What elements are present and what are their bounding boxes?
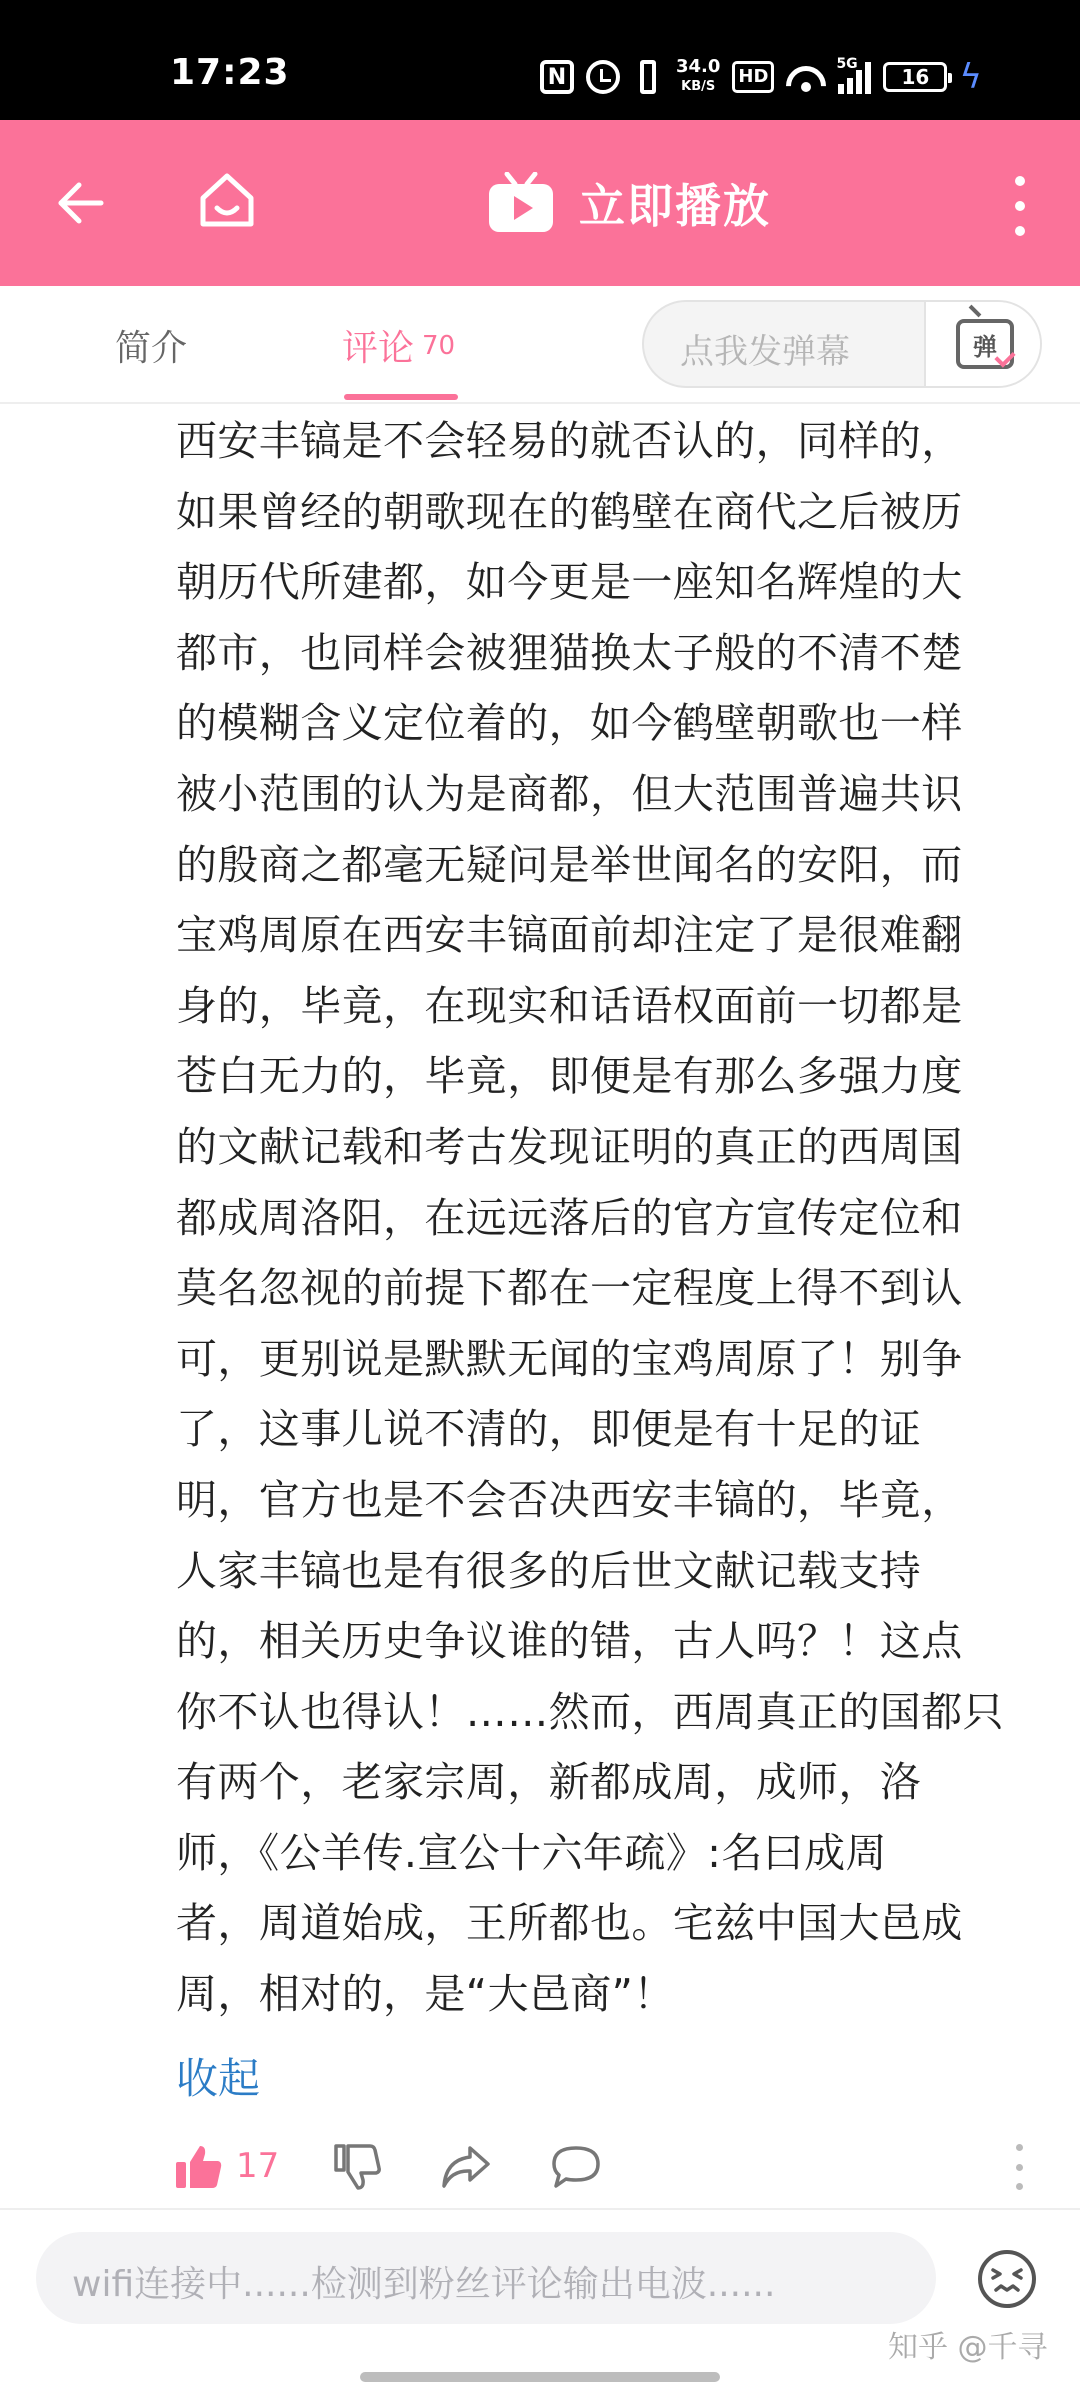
tab-bar: [0, 286, 1080, 404]
comment-text: 西安丰镐是不会轻易的就否认的，同样的， 如果曾经的朝歌现在的鹤壁在商代之后被历 朝历代所建都，如今更是一座知名辉煌的大 都市，也同样会被狸猫换太子般的不清不楚 的模糊含义定位着的，如今鹤壁朝歌也一样 被小范围的认为是商都，但大范围普遍共识 的殷商之都毫无疑问是举世闻名的安阳，而 宝鸡周原在西安丰镐面前却注定了是很难翻 身的，毕竟，在现实和话语权面前一切都是 苍白无力的，毕竟，即便是有那么多强力度 的文献记载和考古发现证明的真正的西周国 都成周洛阳，在远远落后的官方宣传定位和 莫名忽视的前提下都在一定程度上得不到认 可，更别说是默默无闻的宝鸡周原了！别争 了，这事儿说不清的，即便是有十足的证 明，官方也是不会否决西安丰镐的，毕竟， 人家丰镐也是有很多的后世文献记载支持 的，相关历史争议谁的错，古人吗？！这点 你不认也得认！……然而，西周真正的国都只 有两个，老家宗周，新都成周，成师，洛 师，《公羊传.宣公十六年疏》:名曰成周 者，周道始成，王所都也。宅兹中国大邑成 周，相对的，是“大邑商”！: [176, 417, 1004, 2019]
charging-bolt-icon: ϟ: [959, 57, 982, 97]
thumbs-down-icon[interactable]: [332, 2142, 382, 2192]
nfc-icon: N: [540, 60, 574, 94]
battery-icon: [883, 62, 947, 92]
share-icon[interactable]: [440, 2144, 492, 2190]
comment-actions: [0, 2132, 1080, 2202]
back-arrow-icon[interactable]: [55, 178, 105, 228]
danmaku-input[interactable]: [642, 300, 1042, 388]
status-icons: [540, 52, 1010, 102]
hd-voice-icon: HD: [732, 61, 774, 93]
network-speed-value: 34.0: [676, 56, 721, 77]
home-indicator[interactable]: [360, 2372, 720, 2382]
cellular-signal-icon: [836, 56, 871, 94]
vibrate-icon: [640, 60, 656, 94]
like-count: 17: [236, 2146, 280, 2186]
app-header: [0, 120, 1080, 286]
more-vertical-icon[interactable]: [1008, 176, 1032, 236]
battery-level: 16: [901, 65, 930, 89]
status-bar: [0, 0, 1080, 120]
wifi-icon: [786, 60, 826, 94]
emoji-icon[interactable]: [976, 2248, 1038, 2310]
danmaku-icon: 弹: [956, 319, 1014, 369]
network-type-label: 5G: [836, 56, 858, 72]
tab-comments[interactable]: [342, 320, 455, 371]
status-time: 17:23: [170, 52, 290, 93]
tab-comments-label: 评论: [342, 328, 415, 369]
home-icon[interactable]: [195, 168, 259, 232]
comment-input-placeholder: wifi连接中......检测到粉丝评论输出电波......: [72, 2264, 776, 2305]
thumbs-up-icon[interactable]: [174, 2142, 224, 2192]
comments-count: 70: [422, 331, 456, 361]
play-now-button[interactable]: [487, 168, 771, 238]
collapse-link[interactable]: 收起: [176, 2054, 261, 2103]
reply-bubble-icon[interactable]: [550, 2144, 602, 2190]
play-now-label: 立即播放: [579, 179, 771, 233]
tv-play-icon: [487, 172, 555, 234]
comment-more-icon[interactable]: [1016, 2144, 1026, 2190]
tab-intro[interactable]: 简介: [115, 328, 188, 369]
comment-input[interactable]: [36, 2232, 936, 2324]
danmaku-placeholder: 点我发弹幕: [680, 332, 850, 372]
danmaku-toggle-button[interactable]: [924, 302, 1042, 386]
alarm-icon: [586, 60, 620, 94]
network-speed-unit: KB/S: [681, 79, 716, 94]
footer-divider: [0, 2208, 1080, 2210]
tab-active-indicator: [344, 394, 458, 400]
network-speed: [676, 58, 720, 96]
watermark: 知乎 @千寻: [888, 2330, 1048, 2365]
